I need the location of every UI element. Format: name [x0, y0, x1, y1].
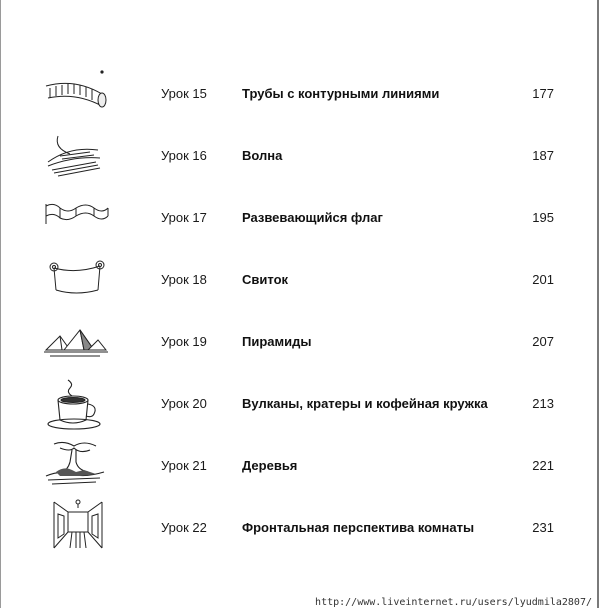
lesson-title: Трубы с контурными линиями	[242, 86, 440, 101]
lesson-title: Фронтальная перспектива комнаты	[242, 520, 475, 535]
toc-row[interactable]	[0, 374, 600, 436]
lesson-title: Деревья	[242, 458, 298, 473]
lesson-title: Пирамиды	[242, 334, 312, 349]
lesson-number: Урок 22	[161, 520, 207, 535]
lesson-number: Урок 16	[161, 148, 207, 163]
lesson-number: Урок 15	[161, 86, 207, 101]
flag-icon	[40, 188, 110, 250]
room-perspective-icon	[40, 498, 110, 560]
page-number: 213	[532, 396, 554, 411]
lesson-number: Урок 18	[161, 272, 207, 287]
lesson-number: Урок 21	[161, 458, 207, 473]
page-number: 187	[532, 148, 554, 163]
scroll-icon	[40, 250, 110, 312]
lesson-title: Вулканы, кратеры и кофейная кружка	[242, 396, 488, 411]
watermark-url: http://www.liveinternet.ru/users/lyudmila2807/	[315, 597, 592, 608]
toc-row[interactable]	[0, 312, 600, 374]
lesson-title: Развевающийся флаг	[242, 210, 383, 225]
lesson-number: Урок 20	[161, 396, 207, 411]
toc-row[interactable]	[0, 64, 600, 126]
tube-icon	[40, 64, 110, 126]
page-number: 177	[532, 86, 554, 101]
page-number: 221	[532, 458, 554, 473]
page-number: 231	[532, 520, 554, 535]
toc-row[interactable]	[0, 126, 600, 188]
lesson-number: Урок 19	[161, 334, 207, 349]
coffee-mug-icon	[40, 374, 110, 436]
page-number: 195	[532, 210, 554, 225]
wave-icon	[40, 126, 110, 188]
page-number: 201	[532, 272, 554, 287]
lesson-title: Волна	[242, 148, 283, 163]
lesson-number: Урок 17	[161, 210, 207, 225]
lesson-title: Свиток	[242, 272, 289, 287]
toc-row[interactable]	[0, 188, 600, 250]
page-number: 207	[532, 334, 554, 349]
toc-row[interactable]	[0, 250, 600, 312]
toc-row[interactable]	[0, 498, 600, 560]
toc-row[interactable]	[0, 436, 600, 498]
tree-icon	[40, 436, 110, 498]
pyramids-icon	[40, 312, 110, 374]
